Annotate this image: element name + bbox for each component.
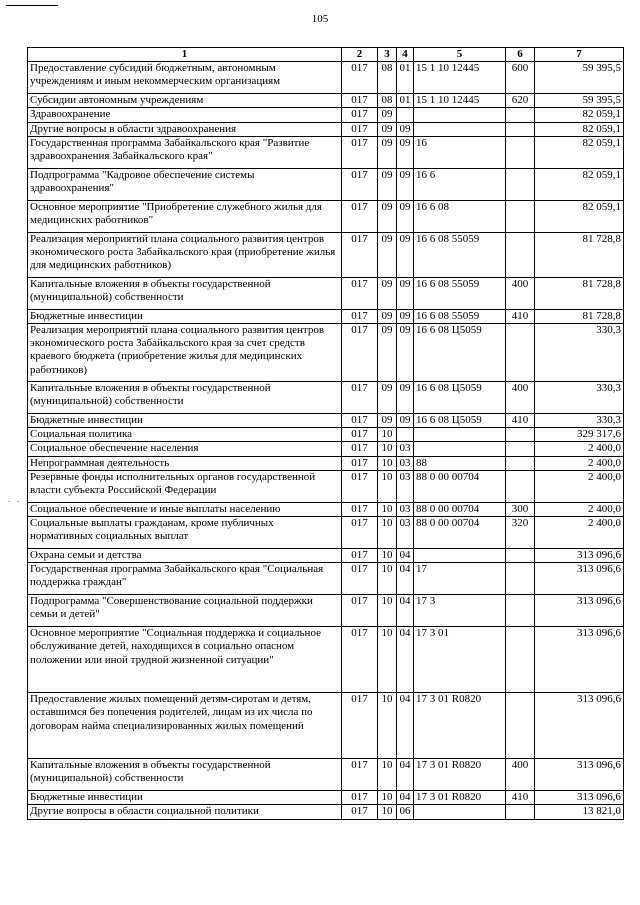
row-grbs: 017 (342, 428, 378, 442)
row-pr: 09 (397, 200, 414, 232)
row-name: Другие вопросы в области здравоохранения (28, 122, 342, 136)
header-cell: 5 (414, 48, 506, 62)
table-row (28, 595, 624, 627)
table-row (28, 232, 624, 277)
row-sum: 313 096,6 (535, 563, 624, 595)
header-cell: 1 (28, 48, 342, 62)
row-vr: 400 (506, 277, 535, 309)
row-csr: 16 6 08 Ц5059 (414, 414, 506, 428)
row-rz: 09 (378, 324, 397, 382)
row-name: Государственная программа Забайкальского края "Социальная поддержка граждан" (28, 563, 342, 595)
row-rz: 09 (378, 168, 397, 200)
row-name: Социальная политика (28, 428, 342, 442)
row-sum: 82 059,1 (535, 200, 624, 232)
row-vr (506, 108, 535, 122)
row-sum: 59 395,5 (535, 62, 624, 94)
row-vr (506, 805, 535, 819)
row-grbs: 017 (342, 470, 378, 502)
row-vr (506, 693, 535, 759)
row-name: Социальное обеспечение населения (28, 442, 342, 456)
row-vr (506, 595, 535, 627)
row-vr: 410 (506, 309, 535, 323)
row-name: Охрана семьи и детства (28, 549, 342, 563)
row-csr: 17 3 01 (414, 627, 506, 693)
row-vr: 410 (506, 414, 535, 428)
row-vr (506, 470, 535, 502)
row-grbs: 017 (342, 324, 378, 382)
table-row (28, 470, 624, 502)
row-grbs: 017 (342, 62, 378, 94)
row-name: Здравоохранение (28, 108, 342, 122)
row-pr: 01 (397, 62, 414, 94)
row-grbs: 017 (342, 549, 378, 563)
row-pr: 09 (397, 324, 414, 382)
row-vr (506, 200, 535, 232)
row-name: Реализация мероприятий плана социального развития центров экономического роста Забайкальского края (приобретение жилья для медицинских работников) (28, 232, 342, 277)
row-rz: 10 (378, 517, 397, 549)
row-pr: 09 (397, 414, 414, 428)
table-row (28, 324, 624, 382)
row-grbs: 017 (342, 759, 378, 791)
table-row (28, 94, 624, 108)
row-vr: 400 (506, 382, 535, 414)
header-cell: 7 (535, 48, 624, 62)
table-row (28, 563, 624, 595)
row-pr: 03 (397, 502, 414, 516)
row-name: Основное мероприятие "Приобретение служебного жилья для медицинских работников" (28, 200, 342, 232)
row-sum: 313 096,6 (535, 759, 624, 791)
row-sum: 59 395,5 (535, 94, 624, 108)
row-sum: 81 728,8 (535, 309, 624, 323)
row-csr: 15 1 10 12445 (414, 62, 506, 94)
header-row (28, 48, 624, 62)
table-row (28, 759, 624, 791)
row-name: Непрограммная деятельность (28, 456, 342, 470)
row-sum: 313 096,6 (535, 595, 624, 627)
row-name: Бюджетные инвестиции (28, 791, 342, 805)
row-sum: 82 059,1 (535, 108, 624, 122)
row-sum: 2 400,0 (535, 442, 624, 456)
row-vr (506, 232, 535, 277)
row-rz: 10 (378, 442, 397, 456)
table-row (28, 428, 624, 442)
row-name: Подпрограмма "Совершенствование социальной поддержки семьи и детей" (28, 595, 342, 627)
row-pr: 04 (397, 693, 414, 759)
row-csr: 16 6 08 (414, 200, 506, 232)
row-sum: 81 728,8 (535, 277, 624, 309)
row-sum: 313 096,6 (535, 791, 624, 805)
row-vr: 300 (506, 502, 535, 516)
row-name: Предоставление субсидий бюджетным, автономным учреждениям и иным некоммерческим организациям (28, 62, 342, 94)
header-cell: 6 (506, 48, 535, 62)
row-grbs: 017 (342, 122, 378, 136)
table-row (28, 309, 624, 323)
row-vr (506, 549, 535, 563)
row-name: Социальное обеспечение и иные выплаты населению (28, 502, 342, 516)
row-vr (506, 456, 535, 470)
row-sum: 313 096,6 (535, 549, 624, 563)
row-grbs: 017 (342, 232, 378, 277)
row-pr: 01 (397, 94, 414, 108)
row-grbs: 017 (342, 442, 378, 456)
row-csr: 88 0 00 00704 (414, 502, 506, 516)
row-sum: 81 728,8 (535, 232, 624, 277)
row-rz: 09 (378, 108, 397, 122)
row-sum: 82 059,1 (535, 122, 624, 136)
row-grbs: 017 (342, 517, 378, 549)
row-csr: 16 6 (414, 168, 506, 200)
row-pr: 06 (397, 805, 414, 819)
table-row (28, 414, 624, 428)
row-sum: 13 821,0 (535, 805, 624, 819)
table-row (28, 277, 624, 309)
row-pr: 09 (397, 168, 414, 200)
row-sum: 82 059,1 (535, 168, 624, 200)
row-csr (414, 122, 506, 136)
row-grbs: 017 (342, 627, 378, 693)
table-row (28, 791, 624, 805)
row-pr: 04 (397, 595, 414, 627)
row-rz: 10 (378, 595, 397, 627)
row-csr (414, 805, 506, 819)
row-grbs: 017 (342, 563, 378, 595)
corner-rule (6, 5, 58, 6)
row-grbs: 017 (342, 414, 378, 428)
row-sum: 330,3 (535, 382, 624, 414)
row-csr: 17 3 01 R0820 (414, 693, 506, 759)
row-rz: 09 (378, 382, 397, 414)
row-rz: 09 (378, 122, 397, 136)
row-name: Субсидии автономным учреждениям (28, 94, 342, 108)
row-name: Капитальные вложения в объекты государственной (муниципальной) собственности (28, 277, 342, 309)
row-csr: 16 6 08 55059 (414, 277, 506, 309)
row-sum: 330,3 (535, 414, 624, 428)
row-sum: 329 317,6 (535, 428, 624, 442)
row-name: Капитальные вложения в объекты государственной (муниципальной) собственности (28, 382, 342, 414)
header-cell: 3 (378, 48, 397, 62)
row-pr: 09 (397, 232, 414, 277)
scan-artifact: . . . (8, 494, 31, 505)
row-csr: 17 3 01 R0820 (414, 759, 506, 791)
row-rz: 10 (378, 805, 397, 819)
row-rz: 10 (378, 549, 397, 563)
row-grbs: 017 (342, 108, 378, 122)
row-grbs: 017 (342, 136, 378, 168)
header-cell: 2 (342, 48, 378, 62)
table-body (28, 62, 624, 819)
table-row (28, 62, 624, 94)
row-sum: 2 400,0 (535, 456, 624, 470)
row-pr: 03 (397, 442, 414, 456)
row-pr: 04 (397, 791, 414, 805)
row-rz: 10 (378, 563, 397, 595)
row-csr: 16 6 08 Ц5059 (414, 324, 506, 382)
row-rz: 10 (378, 759, 397, 791)
row-sum: 82 059,1 (535, 136, 624, 168)
row-rz: 10 (378, 627, 397, 693)
row-vr (506, 442, 535, 456)
row-rz: 09 (378, 277, 397, 309)
table-row (28, 627, 624, 693)
row-name: Бюджетные инвестиции (28, 309, 342, 323)
row-vr: 400 (506, 759, 535, 791)
table-row (28, 549, 624, 563)
row-vr (506, 324, 535, 382)
row-csr: 17 3 (414, 595, 506, 627)
row-vr (506, 428, 535, 442)
row-vr (506, 122, 535, 136)
row-vr (506, 168, 535, 200)
row-vr: 620 (506, 94, 535, 108)
row-pr (397, 428, 414, 442)
row-csr (414, 108, 506, 122)
row-csr: 16 (414, 136, 506, 168)
table-row (28, 805, 624, 819)
row-csr: 88 0 00 00704 (414, 517, 506, 549)
row-pr: 03 (397, 470, 414, 502)
row-sum: 313 096,6 (535, 693, 624, 759)
row-csr (414, 442, 506, 456)
row-csr (414, 428, 506, 442)
table-row (28, 168, 624, 200)
row-vr (506, 563, 535, 595)
row-sum: 313 096,6 (535, 627, 624, 693)
row-sum: 2 400,0 (535, 502, 624, 516)
row-rz: 09 (378, 136, 397, 168)
row-rz: 09 (378, 414, 397, 428)
row-vr: 410 (506, 791, 535, 805)
row-name: Основное мероприятие "Социальная поддержка и социальное обслуживание детей, находящихся в социально опасном положении или иной трудной жизненной ситуации" (28, 627, 342, 693)
row-vr (506, 136, 535, 168)
row-grbs: 017 (342, 805, 378, 819)
row-pr: 04 (397, 549, 414, 563)
row-sum: 330,3 (535, 324, 624, 382)
row-csr: 16 6 08 55059 (414, 309, 506, 323)
table-row (28, 693, 624, 759)
table-row (28, 382, 624, 414)
row-rz: 08 (378, 62, 397, 94)
row-rz: 10 (378, 502, 397, 516)
table-row (28, 442, 624, 456)
row-grbs: 017 (342, 791, 378, 805)
table-row (28, 456, 624, 470)
row-csr: 17 3 01 R0820 (414, 791, 506, 805)
row-pr: 09 (397, 122, 414, 136)
row-grbs: 017 (342, 502, 378, 516)
table-row (28, 108, 624, 122)
row-csr: 88 (414, 456, 506, 470)
row-sum: 2 400,0 (535, 517, 624, 549)
row-rz: 09 (378, 232, 397, 277)
row-rz: 08 (378, 94, 397, 108)
row-pr: 04 (397, 759, 414, 791)
row-rz: 09 (378, 309, 397, 323)
row-grbs: 017 (342, 200, 378, 232)
row-pr (397, 108, 414, 122)
table-row (28, 122, 624, 136)
row-name: Другие вопросы в области социальной политики (28, 805, 342, 819)
row-grbs: 017 (342, 456, 378, 470)
row-pr: 09 (397, 382, 414, 414)
row-grbs: 017 (342, 595, 378, 627)
row-pr: 04 (397, 627, 414, 693)
table-row (28, 502, 624, 516)
table-row (28, 136, 624, 168)
row-rz: 10 (378, 456, 397, 470)
row-vr: 320 (506, 517, 535, 549)
row-name: Реализация мероприятий плана социального развития центров экономического роста Забайкальского края за счет средств краевого бюджета (приобретение жилья для медицинских работников) (28, 324, 342, 382)
row-rz: 10 (378, 791, 397, 805)
header-cell: 4 (397, 48, 414, 62)
row-rz: 10 (378, 470, 397, 502)
table-row (28, 517, 624, 549)
row-csr: 17 (414, 563, 506, 595)
row-grbs: 017 (342, 309, 378, 323)
row-name: Подпрограмма "Кадровое обеспечение системы здравоохранения" (28, 168, 342, 200)
table-row (28, 200, 624, 232)
row-csr: 16 6 08 55059 (414, 232, 506, 277)
page-number: 105 (311, 13, 329, 25)
row-rz: 10 (378, 693, 397, 759)
row-grbs: 017 (342, 277, 378, 309)
row-name: Предоставление жилых помещений детям-сиротам и детям, оставшимся без попечения родителей, лицам из их числа по договорам найма специализированных жилых помещений (28, 693, 342, 759)
row-vr (506, 627, 535, 693)
row-csr: 16 6 08 Ц5059 (414, 382, 506, 414)
row-grbs: 017 (342, 94, 378, 108)
row-grbs: 017 (342, 693, 378, 759)
row-pr: 09 (397, 277, 414, 309)
row-grbs: 017 (342, 382, 378, 414)
row-name: Бюджетные инвестиции (28, 414, 342, 428)
row-pr: 04 (397, 563, 414, 595)
row-pr: 03 (397, 456, 414, 470)
row-csr: 88 0 00 00704 (414, 470, 506, 502)
row-vr: 600 (506, 62, 535, 94)
row-name: Социальные выплаты гражданам, кроме публичных нормативных социальных выплат (28, 517, 342, 549)
row-rz: 10 (378, 428, 397, 442)
row-name: Государственная программа Забайкальского края "Развитие здравоохранения Забайкальского края" (28, 136, 342, 168)
row-name: Резервные фонды исполнительных органов государственной власти субъекта Российской Федерации (28, 470, 342, 502)
budget-table (27, 47, 624, 820)
row-pr: 09 (397, 309, 414, 323)
row-rz: 09 (378, 200, 397, 232)
row-pr: 09 (397, 136, 414, 168)
row-pr: 03 (397, 517, 414, 549)
row-csr (414, 549, 506, 563)
row-name: Капитальные вложения в объекты государственной (муниципальной) собственности (28, 759, 342, 791)
row-csr: 15 1 10 12445 (414, 94, 506, 108)
row-grbs: 017 (342, 168, 378, 200)
row-sum: 2 400,0 (535, 470, 624, 502)
